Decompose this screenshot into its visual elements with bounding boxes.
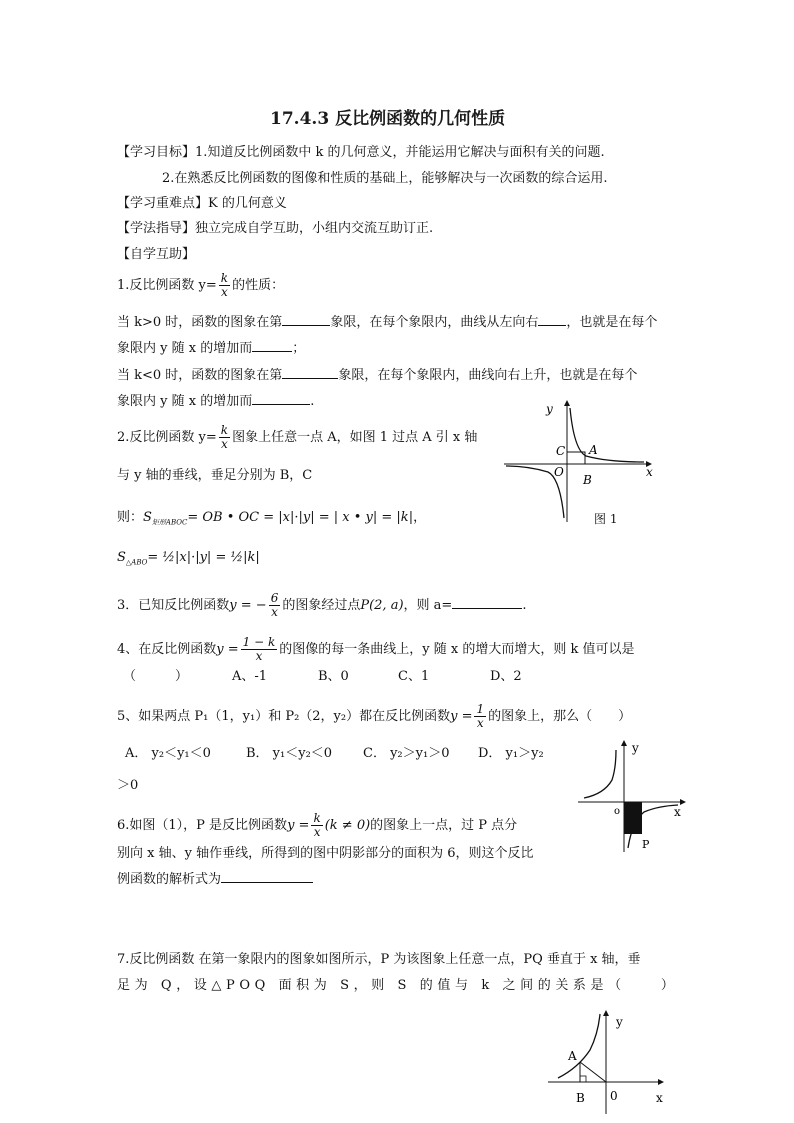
q4-option-c[interactable]: C、1: [398, 669, 430, 684]
q6-line1: 6.如图（1），P 是反比例函数y = $\frac{k}{x}$ (k ≠ 0)的图象上一点，过 P 点分: [117, 811, 518, 839]
formula-body: = ½|x|·|y| = ½|k|: [147, 550, 260, 565]
objective-2: 2.在熟悉反比例函数的图像和性质的基础上，能够解决与一次函数的综合运用.: [162, 171, 608, 186]
label-origin: o: [614, 806, 621, 817]
q1-line4: [117, 394, 314, 410]
denominator: x: [221, 285, 228, 299]
q2-formula1: 则：$S_{矩形ABOC}=$ OB • OC = |x|·|y| = | x • y| = |k|，: [117, 510, 427, 527]
y-axis-arrow: [621, 740, 627, 746]
numerator: 1 − k: [242, 635, 276, 649]
text: 当 k<0 时，函数的图象在第: [117, 368, 283, 383]
guide-text: 独立完成自学互助，小组内交流互助订正.: [195, 221, 434, 236]
text: 象限内 y 随 x 的增加而: [117, 394, 253, 409]
right-angle-mark: [580, 1076, 586, 1082]
q6-line2: 别向 x 轴、y 轴作垂线，所得到的图中阴影部分的面积为 6，则这个反比: [117, 846, 534, 861]
y-axis-arrow: [603, 1010, 609, 1016]
curve-quadrant-2: [584, 750, 616, 798]
q3-prefix: 3．已知反比例函数: [117, 598, 230, 613]
q1-suffix: 的性质：: [232, 278, 285, 293]
page-title: 17.4.3 反比例函数的几何性质: [270, 109, 506, 129]
shaded-rectangle: [624, 802, 642, 834]
q7-line2: 足为 Q，设△POQ 面积为 S，则 S 的值与 k 之间的关系是（ ）: [117, 978, 679, 993]
q3: 3．已知反比例函数y = − $\frac{6}{x}$ 的图象经过点P(2, a)，则 a= .: [117, 591, 527, 619]
q5-option-c[interactable]: C． y₂＞y₁＞0: [363, 746, 450, 761]
denominator: x: [271, 605, 278, 619]
fraction-k-over-x: [311, 812, 322, 839]
q1-heading: [117, 272, 284, 299]
label-y: y: [546, 402, 553, 416]
q6-text: 6.如图（1），P 是反比例函数: [117, 818, 288, 833]
formula-end: ，: [413, 510, 427, 525]
label-y: y: [632, 741, 639, 755]
label-p: P: [642, 838, 650, 851]
segment-ao: [580, 1062, 606, 1082]
q2-line2: 与 y 轴的垂线，垂足分别为 B，C: [117, 468, 313, 483]
q1-line2: [117, 341, 305, 357]
q1-line3: [117, 368, 637, 384]
fraction-6-over-x: [269, 592, 281, 619]
numerator: k: [220, 271, 229, 285]
difficulty: [117, 196, 287, 212]
q2-prefix: 2.反比例函数 y=: [117, 430, 217, 445]
label-b: B: [576, 1091, 585, 1105]
curve: [558, 1014, 600, 1078]
blank[interactable]: [538, 325, 566, 326]
text: 象限内 y 随 x 的增加而: [117, 341, 253, 356]
curve-quadrant-1: [570, 408, 644, 462]
formula-body: = OB • OC = |x|·|y| = | x • y| = |k|: [187, 510, 414, 525]
fraction-k-over-x: [219, 424, 230, 451]
self-study-tag: 【自学互助】: [117, 247, 196, 262]
q6-line3: [117, 872, 313, 888]
q5-line1: 5、如果两点 P₁（1，y₁）和 P₂（2，y₂）都在反比例函数y = $\frac{1}{x}$ 的图象上，那么（ ）: [117, 702, 632, 730]
blank[interactable]: [282, 325, 330, 326]
label-x: x: [674, 805, 681, 819]
fraction-k-over-x: [219, 272, 230, 299]
blank[interactable]: [282, 378, 338, 379]
numerator: k: [220, 423, 229, 437]
text: ，也就是在每个: [566, 315, 658, 330]
q3-blank[interactable]: [452, 608, 522, 609]
q5-option-d[interactable]: D． y₁＞y₂: [478, 746, 544, 761]
q3-end: .: [522, 598, 527, 613]
text: 象限，在每个象限内，曲线向右上升，也就是在每个: [338, 368, 638, 383]
q6-text: 例函数的解析式为: [117, 872, 222, 887]
label-b: B: [583, 473, 592, 487]
denominator: x: [313, 825, 321, 839]
objectives: [117, 145, 605, 161]
text: 当 k>0 时，函数的图象在第: [117, 315, 283, 330]
q4-option-d[interactable]: D、2: [490, 669, 522, 684]
numerator: 6: [270, 591, 279, 605]
denominator: x: [255, 649, 263, 663]
label-x: x: [656, 1091, 663, 1105]
label-zero: 0: [610, 1089, 618, 1103]
q6-blank[interactable]: [221, 882, 313, 883]
label-o: O: [554, 465, 564, 479]
formula-prefix: 则：: [117, 510, 144, 525]
q4-suffix: 的图像的每一条曲线上，y 随 x 的增大而增大，则 k 值可以是: [279, 642, 635, 657]
objectives-tag: 【学习目标】: [117, 145, 196, 160]
q2-text: 图象上任意一点 A，如图 1 过点 A 引 x 轴: [232, 430, 478, 445]
q7-line1: 7.反比例函数 在第一象限内的图象如图所示，P 为该图象上任意一点，PQ 垂直于 x 轴，垂: [117, 952, 641, 967]
difficulty-tag: 【学习重难点】: [117, 196, 209, 211]
text: .: [310, 394, 315, 409]
q5-prefix: 5、如果两点 P₁（1，y₁）和 P₂（2，y₂）都在反比例函数: [117, 709, 451, 724]
q6-text: 的图象上一点，过 P 点分: [370, 818, 518, 833]
denominator: x: [476, 716, 484, 730]
text: ；: [292, 341, 306, 356]
denominator: x: [221, 437, 228, 451]
guide-tag: 【学法指导】: [117, 221, 196, 236]
blank[interactable]: [252, 351, 292, 352]
q3-mid: 的图象经过点: [282, 598, 361, 613]
figure-q6-graph: [574, 740, 692, 856]
label-x: x: [646, 465, 653, 479]
figure-q7-graph: [544, 1010, 672, 1116]
q1-prefix: 1.反比例函数 y=: [117, 278, 217, 293]
numerator: 1: [476, 702, 485, 716]
q4-paren: （ ）: [123, 669, 189, 684]
label-c: C: [556, 444, 566, 458]
label-a: A: [589, 443, 598, 457]
label-y: y: [616, 1015, 623, 1029]
blank[interactable]: [252, 404, 310, 405]
q5-suffix: 的图象上，那么（ ）: [488, 709, 632, 724]
q5-option-a[interactable]: A． y₂＜y₁＜0: [125, 746, 211, 761]
q2-line1: [117, 424, 477, 451]
guide: [117, 221, 433, 237]
y-axis-arrow: [564, 400, 570, 406]
q3-suffix: ，则 a=: [403, 598, 453, 613]
q1-line1: [117, 315, 657, 331]
q3-point: P(2, a): [360, 598, 404, 613]
difficulty-text: K 的几何意义: [208, 196, 287, 211]
fraction-1-minus-k-over-x: [241, 636, 278, 663]
x-axis-arrow: [680, 799, 686, 805]
objective-1: 1.知道反比例函数中 k 的几何意义，并能运用它解决与面积有关的问题.: [195, 145, 605, 160]
q4-option-b[interactable]: B、0: [318, 669, 349, 684]
fraction-1-over-x: [474, 703, 486, 730]
formula-subscript: 矩形ABOC: [151, 518, 188, 527]
x-axis-arrow: [658, 1079, 664, 1085]
numerator: k: [313, 811, 321, 825]
text: 象限，在每个象限内，曲线从左向右: [330, 315, 539, 330]
q4-prefix: 4、在反比例函数: [117, 642, 217, 657]
q5-option-b[interactable]: B． y₁＜y₂＜0: [246, 746, 333, 761]
q5-continuation: ＞0: [117, 778, 139, 793]
label-a: A: [568, 1049, 577, 1063]
formula-subscript: △ABO: [125, 558, 148, 567]
figure-1-caption: 图 1: [594, 512, 618, 526]
figure-1-graph: [498, 398, 658, 528]
q4-option-a[interactable]: A、-1: [232, 669, 268, 684]
q4-line1: 4、在反比例函数y = $\frac{1 - k}{x}$ 的图像的每一条曲线上，y 随 x 的增大而增大，则 k 值可以是: [117, 635, 635, 663]
q2-formula2: $S_{\triangle ABO}=$ ½|x|·|y| = ½|k|: [117, 550, 260, 567]
